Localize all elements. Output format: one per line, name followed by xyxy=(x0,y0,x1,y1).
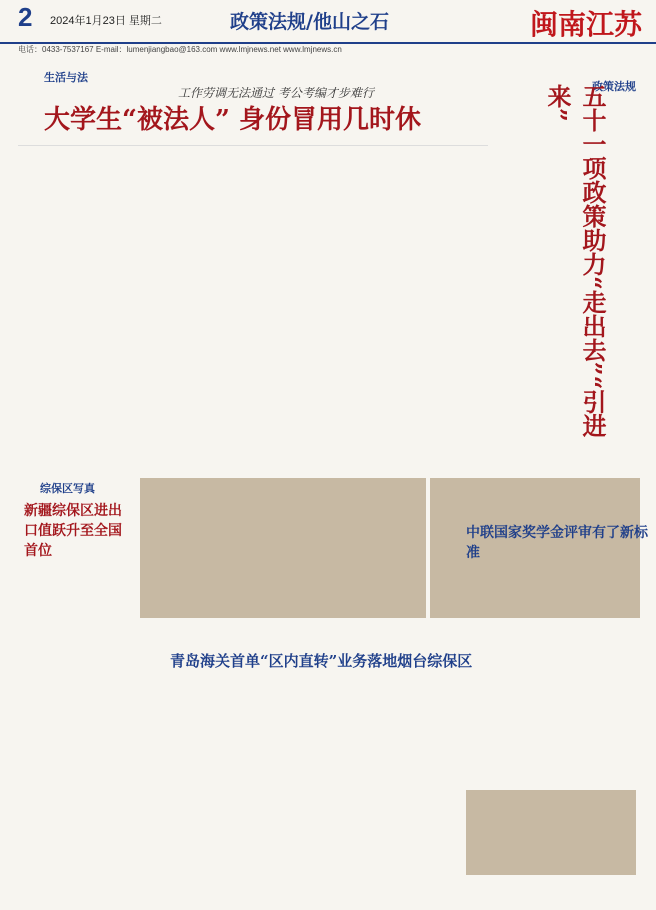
paper-name: 闽南江苏 xyxy=(529,8,642,41)
left-bottom-headline: 新疆综保区进出口值跃升至全国首位 xyxy=(24,503,122,559)
right-bottom-headline: 中联国家奖学金评审有了新标准 xyxy=(466,525,648,561)
masthead xyxy=(0,0,656,44)
top-article-headline: 大学生“被法人” 身份冒用几时休 xyxy=(44,105,421,135)
festival-photo xyxy=(140,478,426,618)
top-article-body xyxy=(18,145,488,456)
page-number: 2 xyxy=(18,2,33,32)
right-article-headline: 五十一项政策助力“走出去”“引进来” xyxy=(543,84,607,438)
section-title: 政策法规/他山之石 xyxy=(230,11,389,33)
center-bottom-headline: 青岛海关首单“区内直转”业务落地烟台综保区 xyxy=(170,652,473,670)
right-bottom-photo xyxy=(466,790,636,875)
top-article-tag: 生活与法 xyxy=(44,72,88,84)
left-bottom-tag: 综保区写真 xyxy=(40,483,95,495)
contact-line: 电话：0433-7537167 E-mail：lumenjiangbao@163.com www.lmjnews.net www.lmjnews.cn xyxy=(18,45,342,54)
right-article-tag: 政策法规 xyxy=(592,81,636,93)
top-article-kicker: 工作劳调无法通过 考公考编才步难行 xyxy=(178,86,374,100)
issue-date: 2024年1月23日 星期二 xyxy=(50,15,162,27)
